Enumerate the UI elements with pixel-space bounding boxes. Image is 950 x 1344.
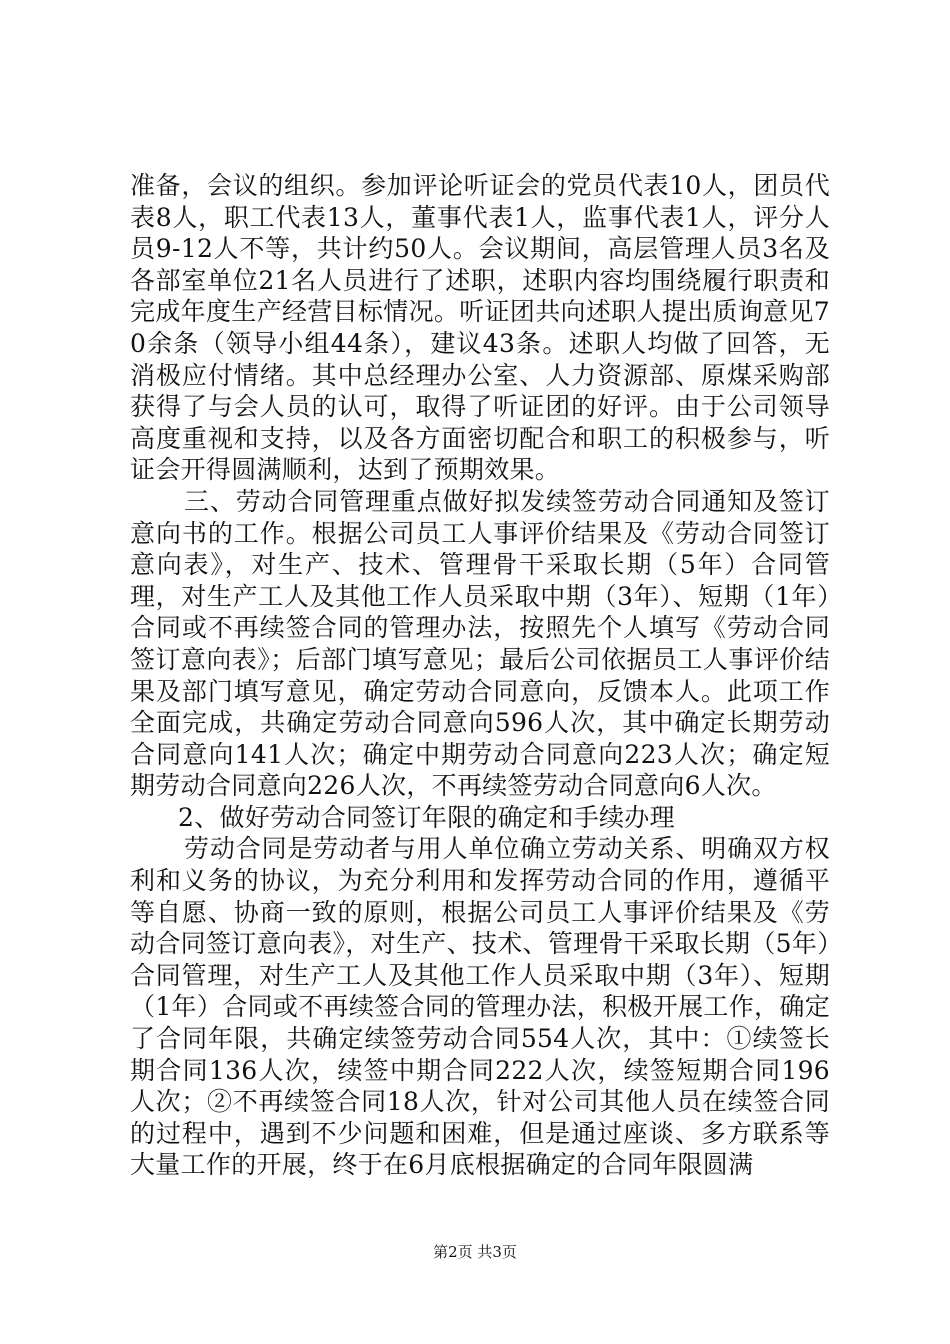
- page-number-footer: 第2页 共3页: [433, 1243, 517, 1261]
- section-heading: 2、做好劳动合同签订年限的确定和手续办理: [178, 802, 675, 832]
- paragraph-labor-contract-intent: 三、劳动合同管理重点做好拟发续签劳动合同通知及签订意向书的工作。根据公司员工人事评价结果及《劳动合同签订意向表》，对生产、技术、管理骨干采取长期（5年）合同管理，对生产工人及其他工作人员采取中期（3年）、短期（1年）合同或不再续签合同的管理办法，按照先个人填写《劳动合同签订意向表》；后部门填写意见；最后公司依据员工人事评价结果及部门填写意见，确定劳动合同意向，反馈本人。此项工作全面完成，共确定劳动合同意向596人次，其中确定长期劳动合同意向141人次；确定中期劳动合同意向223人次；确定短期劳动合同意向226人次，不再续签劳动合同意向6人次。: [130, 486, 830, 801]
- document-body: [130, 170, 830, 1181]
- paragraph-hearing-summary: 准备，会议的组织。参加评论听证会的党员代表10人，团员代表8人，职工代表13人，董事代表1人，监事代表1人，评分人员9-12人不等，共计约50人。会议期间，高层管理人员3名及各部室单位21名人员进行了述职，述职内容均围绕履行职责和完成年度生产经营目标情况。听证团共向述职人提出质询意见70余条（领导小组44条），建议43条。述职人均做了回答，无消极应付情绪。其中总经理办公室、人力资源部、原煤采购部获得了与会人员的认可，取得了听证团的好评。由于公司领导高度重视和支持，以及各方面密切配合和职工的积极参与，听证会开得圆满顺利，达到了预期效果。: [130, 171, 830, 485]
- paragraph-labor-contract-term: 劳动合同是劳动者与用人单位确立劳动关系、明确双方权利和义务的协议，为充分利用和发挥劳动合同的作用，遵循平等自愿、协商一致的原则，根据公司员工人事评价结果及《劳动合同签订意向表》，对生产、技术、管理骨干采取长期（5年）合同管理，对生产工人及其他工作人员采取中期（3年）、短期（1年）合同或不再续签合同的管理办法，积极开展工作，确定了合同年限，共确定续签劳动合同554人次，其中：①续签长期合同136人次，续签中期合同222人次，续签短期合同196人次；②不再续签合同18人次，针对公司其他人员在续签合同的过程中，遇到不少问题和困难，但是通过座谈、多方联系等大量工作的开展，终于在6月底根据确定的合同年限圆满: [130, 834, 830, 1180]
